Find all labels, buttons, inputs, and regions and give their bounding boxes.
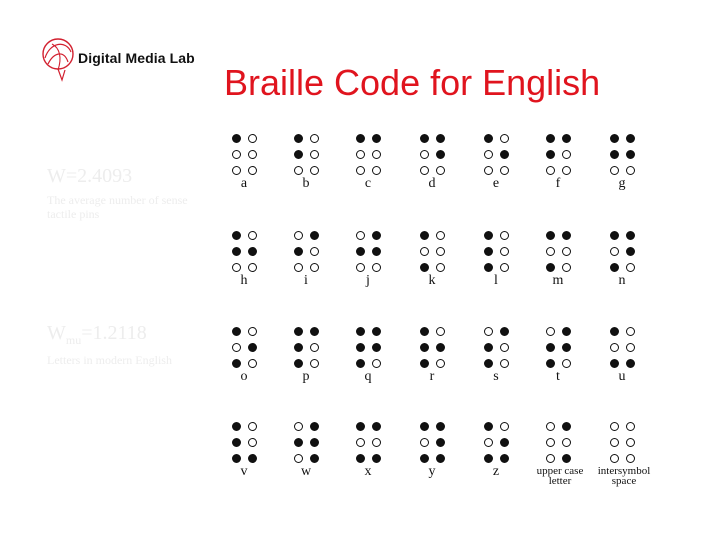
ghost-description-2: Letters in modern English xyxy=(47,353,172,367)
braille-dots xyxy=(482,325,514,369)
raised-dot-icon xyxy=(420,134,429,143)
flat-dot-icon xyxy=(500,343,509,352)
raised-dot-icon xyxy=(610,327,619,336)
raised-dot-icon xyxy=(546,343,555,352)
raised-dot-icon xyxy=(562,231,571,240)
braille-dots xyxy=(544,132,576,176)
flat-dot-icon xyxy=(372,150,381,159)
flat-dot-icon xyxy=(610,422,619,431)
flat-dot-icon xyxy=(356,150,365,159)
flat-dot-icon xyxy=(248,438,257,447)
raised-dot-icon xyxy=(562,134,571,143)
raised-dot-icon xyxy=(546,263,555,272)
braille-dots xyxy=(354,420,386,464)
raised-dot-icon xyxy=(294,343,303,352)
raised-dot-icon xyxy=(610,150,619,159)
raised-dot-icon xyxy=(310,422,319,431)
braille-label: w xyxy=(300,464,312,479)
raised-dot-icon xyxy=(420,343,429,352)
flat-dot-icon xyxy=(562,359,571,368)
flat-dot-icon xyxy=(372,359,381,368)
raised-dot-icon xyxy=(356,454,365,463)
braille-dots xyxy=(544,420,576,464)
raised-dot-icon xyxy=(500,150,509,159)
raised-dot-icon xyxy=(420,454,429,463)
raised-dot-icon xyxy=(372,327,381,336)
flat-dot-icon xyxy=(310,150,319,159)
braille-dots xyxy=(292,420,324,464)
raised-dot-icon xyxy=(484,359,493,368)
flat-dot-icon xyxy=(372,438,381,447)
braille-dots xyxy=(354,132,386,176)
braille-dots xyxy=(482,132,514,176)
raised-dot-icon xyxy=(232,134,241,143)
flat-dot-icon xyxy=(626,343,635,352)
raised-dot-icon xyxy=(232,422,241,431)
flat-dot-icon xyxy=(500,134,509,143)
braille-dots xyxy=(292,325,324,369)
flat-dot-icon xyxy=(500,247,509,256)
raised-dot-icon xyxy=(356,327,365,336)
raised-dot-icon xyxy=(310,454,319,463)
braille-label: t xyxy=(556,369,560,384)
raised-dot-icon xyxy=(436,343,445,352)
raised-dot-icon xyxy=(294,438,303,447)
braille-label: l xyxy=(494,273,498,288)
raised-dot-icon xyxy=(248,343,257,352)
flat-dot-icon xyxy=(484,166,493,175)
flat-dot-icon xyxy=(248,231,257,240)
raised-dot-icon xyxy=(484,134,493,143)
flat-dot-icon xyxy=(562,150,571,159)
raised-dot-icon xyxy=(626,150,635,159)
raised-dot-icon xyxy=(436,134,445,143)
raised-dot-icon xyxy=(626,134,635,143)
raised-dot-icon xyxy=(232,359,241,368)
flat-dot-icon xyxy=(436,247,445,256)
raised-dot-icon xyxy=(232,231,241,240)
flat-dot-icon xyxy=(546,247,555,256)
flat-dot-icon xyxy=(310,263,319,272)
braille-label: b xyxy=(302,176,310,191)
braille-dots xyxy=(354,229,386,273)
flat-dot-icon xyxy=(610,438,619,447)
ghost-w2-sub: mu xyxy=(65,333,82,347)
flat-dot-icon xyxy=(310,166,319,175)
flat-dot-icon xyxy=(248,166,257,175)
braille-dots xyxy=(544,229,576,273)
raised-dot-icon xyxy=(294,134,303,143)
braille-dots xyxy=(608,229,640,273)
braille-label: intersymbol space xyxy=(597,465,651,487)
raised-dot-icon xyxy=(610,231,619,240)
raised-dot-icon xyxy=(294,150,303,159)
raised-dot-icon xyxy=(372,343,381,352)
flat-dot-icon xyxy=(500,263,509,272)
raised-dot-icon xyxy=(232,438,241,447)
raised-dot-icon xyxy=(610,263,619,272)
braille-label: d xyxy=(428,176,436,191)
flat-dot-icon xyxy=(372,166,381,175)
ghost-w-value: W=2.4093 xyxy=(47,165,133,187)
raised-dot-icon xyxy=(356,422,365,431)
flat-dot-icon xyxy=(436,359,445,368)
flat-dot-icon xyxy=(626,454,635,463)
raised-dot-icon xyxy=(546,231,555,240)
raised-dot-icon xyxy=(420,359,429,368)
raised-dot-icon xyxy=(626,231,635,240)
raised-dot-icon xyxy=(546,150,555,159)
flat-dot-icon xyxy=(546,438,555,447)
flat-dot-icon xyxy=(294,454,303,463)
raised-dot-icon xyxy=(626,247,635,256)
raised-dot-icon xyxy=(500,454,509,463)
raised-dot-icon xyxy=(248,247,257,256)
raised-dot-icon xyxy=(562,422,571,431)
raised-dot-icon xyxy=(310,327,319,336)
raised-dot-icon xyxy=(484,422,493,431)
braille-label: a xyxy=(240,176,248,191)
raised-dot-icon xyxy=(546,134,555,143)
braille-label: r xyxy=(429,369,435,384)
braille-label: v xyxy=(240,464,248,479)
logo-text: Digital Media Lab xyxy=(78,50,195,66)
raised-dot-icon xyxy=(610,359,619,368)
page-title: Braille Code for English xyxy=(224,62,601,103)
flat-dot-icon xyxy=(626,327,635,336)
braille-dots xyxy=(608,325,640,369)
raised-dot-icon xyxy=(232,327,241,336)
flat-dot-icon xyxy=(546,454,555,463)
flat-dot-icon xyxy=(294,422,303,431)
flat-dot-icon xyxy=(500,166,509,175)
braille-dots xyxy=(292,229,324,273)
braille-label: s xyxy=(493,369,499,384)
flat-dot-icon xyxy=(500,231,509,240)
flat-dot-icon xyxy=(294,231,303,240)
flat-dot-icon xyxy=(356,263,365,272)
flat-dot-icon xyxy=(546,422,555,431)
raised-dot-icon xyxy=(294,247,303,256)
flat-dot-icon xyxy=(232,263,241,272)
flat-dot-icon xyxy=(562,247,571,256)
flat-dot-icon xyxy=(626,263,635,272)
raised-dot-icon xyxy=(500,327,509,336)
raised-dot-icon xyxy=(372,422,381,431)
ghost-w2-main: W xyxy=(47,322,66,344)
raised-dot-icon xyxy=(436,150,445,159)
flat-dot-icon xyxy=(248,327,257,336)
braille-label: k xyxy=(428,273,436,288)
ghost-description: The average number of sense tactile pins xyxy=(47,193,188,221)
raised-dot-icon xyxy=(546,359,555,368)
braille-dots xyxy=(544,325,576,369)
flat-dot-icon xyxy=(626,166,635,175)
flat-dot-icon xyxy=(232,343,241,352)
raised-dot-icon xyxy=(484,343,493,352)
braille-dots xyxy=(230,420,262,464)
flat-dot-icon xyxy=(356,231,365,240)
raised-dot-icon xyxy=(420,231,429,240)
braille-dots xyxy=(418,420,450,464)
flat-dot-icon xyxy=(610,454,619,463)
braille-dots xyxy=(230,132,262,176)
flat-dot-icon xyxy=(232,166,241,175)
flat-dot-icon xyxy=(420,166,429,175)
flat-dot-icon xyxy=(294,263,303,272)
braille-label: y xyxy=(428,464,436,479)
raised-dot-icon xyxy=(356,247,365,256)
flat-dot-icon xyxy=(436,263,445,272)
braille-label: x xyxy=(364,464,372,479)
raised-dot-icon xyxy=(310,438,319,447)
flat-dot-icon xyxy=(310,247,319,256)
raised-dot-icon xyxy=(484,263,493,272)
braille-label: h xyxy=(240,273,248,288)
flat-dot-icon xyxy=(294,166,303,175)
braille-label: z xyxy=(492,464,500,479)
flat-dot-icon xyxy=(310,343,319,352)
braille-dots xyxy=(608,132,640,176)
braille-dots xyxy=(482,420,514,464)
flat-dot-icon xyxy=(484,150,493,159)
flat-dot-icon xyxy=(372,263,381,272)
flat-dot-icon xyxy=(310,359,319,368)
braille-label: upper case letter xyxy=(536,465,584,487)
raised-dot-icon xyxy=(294,327,303,336)
braille-label: o xyxy=(240,369,248,384)
raised-dot-icon xyxy=(484,231,493,240)
raised-dot-icon xyxy=(420,327,429,336)
raised-dot-icon xyxy=(626,359,635,368)
flat-dot-icon xyxy=(356,438,365,447)
braille-label: j xyxy=(366,273,370,288)
flat-dot-icon xyxy=(248,263,257,272)
flat-dot-icon xyxy=(420,247,429,256)
raised-dot-icon xyxy=(436,438,445,447)
flat-dot-icon xyxy=(500,359,509,368)
raised-dot-icon xyxy=(372,247,381,256)
raised-dot-icon xyxy=(232,247,241,256)
flat-dot-icon xyxy=(610,247,619,256)
flat-dot-icon xyxy=(562,263,571,272)
braille-dots xyxy=(418,229,450,273)
braille-label: f xyxy=(555,176,561,191)
raised-dot-icon xyxy=(436,422,445,431)
raised-dot-icon xyxy=(310,231,319,240)
flat-dot-icon xyxy=(436,166,445,175)
braille-label: e xyxy=(492,176,500,191)
flat-dot-icon xyxy=(310,134,319,143)
flat-dot-icon xyxy=(248,422,257,431)
braille-dots xyxy=(418,132,450,176)
raised-dot-icon xyxy=(562,343,571,352)
flat-dot-icon xyxy=(248,359,257,368)
braille-label: n xyxy=(618,273,626,288)
braille-dots xyxy=(230,229,262,273)
raised-dot-icon xyxy=(562,327,571,336)
flat-dot-icon xyxy=(562,438,571,447)
flat-dot-icon xyxy=(420,150,429,159)
raised-dot-icon xyxy=(356,343,365,352)
flat-dot-icon xyxy=(356,166,365,175)
flat-dot-icon xyxy=(248,134,257,143)
braille-dots xyxy=(354,325,386,369)
raised-dot-icon xyxy=(232,454,241,463)
raised-dot-icon xyxy=(420,263,429,272)
raised-dot-icon xyxy=(500,438,509,447)
braille-label: i xyxy=(304,273,308,288)
braille-label: q xyxy=(364,369,372,384)
ghost-w2-value: =1.2118 xyxy=(81,322,147,344)
raised-dot-icon xyxy=(356,134,365,143)
flat-dot-icon xyxy=(232,150,241,159)
raised-dot-icon xyxy=(436,454,445,463)
braille-dots xyxy=(230,325,262,369)
flat-dot-icon xyxy=(546,327,555,336)
braille-dots xyxy=(482,229,514,273)
braille-dots xyxy=(292,132,324,176)
braille-label: p xyxy=(302,369,310,384)
flat-dot-icon xyxy=(436,231,445,240)
flat-dot-icon xyxy=(420,438,429,447)
braille-dots xyxy=(608,420,640,464)
braille-dots xyxy=(418,325,450,369)
flat-dot-icon xyxy=(484,327,493,336)
raised-dot-icon xyxy=(420,422,429,431)
braille-label: m xyxy=(552,273,564,288)
flat-dot-icon xyxy=(484,438,493,447)
braille-label: u xyxy=(618,369,626,384)
raised-dot-icon xyxy=(372,454,381,463)
flat-dot-icon xyxy=(626,438,635,447)
flat-dot-icon xyxy=(610,166,619,175)
raised-dot-icon xyxy=(610,134,619,143)
raised-dot-icon xyxy=(294,359,303,368)
raised-dot-icon xyxy=(248,454,257,463)
braille-label: c xyxy=(364,176,372,191)
raised-dot-icon xyxy=(372,134,381,143)
flat-dot-icon xyxy=(248,150,257,159)
braille-label: g xyxy=(618,176,626,191)
raised-dot-icon xyxy=(484,454,493,463)
flat-dot-icon xyxy=(562,166,571,175)
raised-dot-icon xyxy=(562,454,571,463)
flat-dot-icon xyxy=(436,327,445,336)
flat-dot-icon xyxy=(610,343,619,352)
raised-dot-icon xyxy=(484,247,493,256)
flat-dot-icon xyxy=(546,166,555,175)
raised-dot-icon xyxy=(356,359,365,368)
raised-dot-icon xyxy=(372,231,381,240)
flat-dot-icon xyxy=(626,422,635,431)
flat-dot-icon xyxy=(500,422,509,431)
